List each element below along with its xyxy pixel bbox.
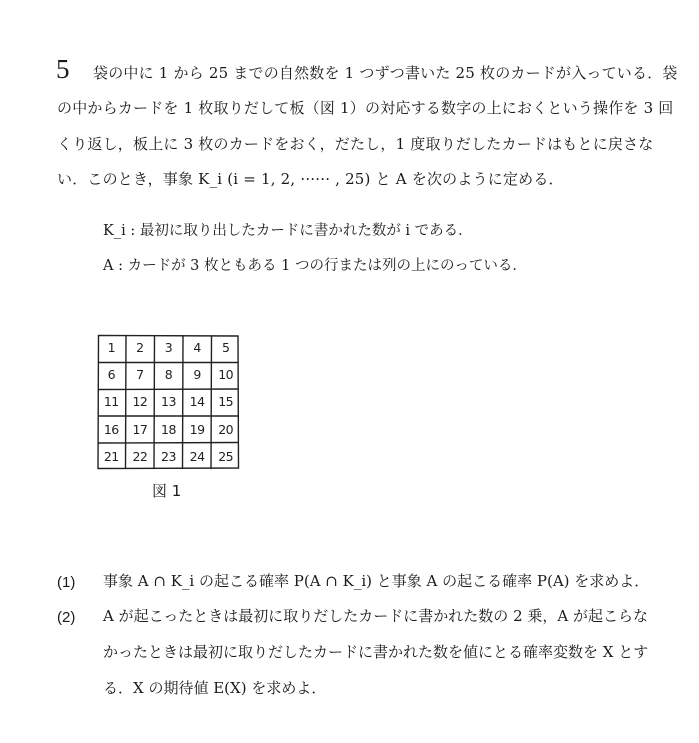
board-cell: 6: [107, 367, 116, 383]
board-cell: 11: [103, 394, 119, 410]
board-cell: 1: [107, 340, 116, 356]
intro-line-3: くり返し，板上に 3 枚のカードをおく，だたし，1 度取りだしたカードはもとに戻さな: [57, 135, 654, 153]
number-board: [97, 334, 240, 470]
question-2-line-2: かったときは最初に取りだしたカードに書かれた数を値にとる確率変数を X とす: [103, 643, 649, 661]
intro-line-4: い．このとき，事象 K_i (i = 1, 2, ······ , 25) と A を次のように定める．: [57, 170, 564, 188]
board-cell: 17: [132, 421, 148, 437]
problem-number: 5: [56, 54, 70, 84]
definition-k-i: K_i : 最初に取り出したカードに書かれた数が i である．: [103, 223, 473, 239]
definition-a: A : カードが 3 枚ともある 1 つの行または列の上にのっている．: [103, 258, 527, 274]
board-cell: 2: [136, 340, 144, 356]
question-1-text: 事象 A ∩ K_i の起こる確率 P(A ∩ K_i) と事象 A の起こる確率 P(A) を求めよ．: [103, 572, 650, 590]
board-cell: 5: [221, 340, 230, 356]
board-cell: 4: [193, 340, 201, 356]
intro-line-2: の中からカードを 1 枚取りだして板（図 1）の対応する数字の上におくという操作を 3 回: [57, 99, 674, 117]
board-cell: 7: [136, 367, 144, 383]
board-cell: 22: [132, 448, 148, 464]
board-cell: 21: [103, 448, 119, 464]
board-cell: 23: [161, 448, 176, 464]
question-1-label: (1): [57, 574, 76, 591]
board-cell: 9: [193, 367, 201, 383]
board-cell: 10: [218, 367, 234, 383]
board-cell: 15: [218, 394, 234, 410]
board-cell: 18: [161, 421, 176, 437]
board-cell: 24: [189, 448, 205, 464]
figure-caption: 図 1: [152, 482, 182, 500]
board-cell: 20: [218, 421, 234, 437]
question-2-label: (2): [57, 609, 76, 626]
board-cell: 14: [189, 394, 205, 410]
board-cell: 16: [103, 421, 119, 437]
question-2-line-1: A が起こったときは最初に取りだしたカードに書かれた数の 2 乗，A が起こらな: [103, 607, 648, 625]
board-cell: 3: [164, 340, 173, 356]
intro-line-1: 袋の中に 1 から 25 までの自然数を 1 つずつ書いた 25 枚のカードが入っている．袋: [93, 64, 678, 82]
question-2-line-3: る．X の期待値 E(X) を求めよ．: [103, 679, 327, 697]
board-cell: 12: [132, 394, 148, 410]
board-cell: 25: [218, 448, 234, 464]
board-cell: 8: [164, 367, 173, 383]
board-cell: 19: [189, 421, 205, 437]
board-cell: 13: [161, 394, 176, 410]
